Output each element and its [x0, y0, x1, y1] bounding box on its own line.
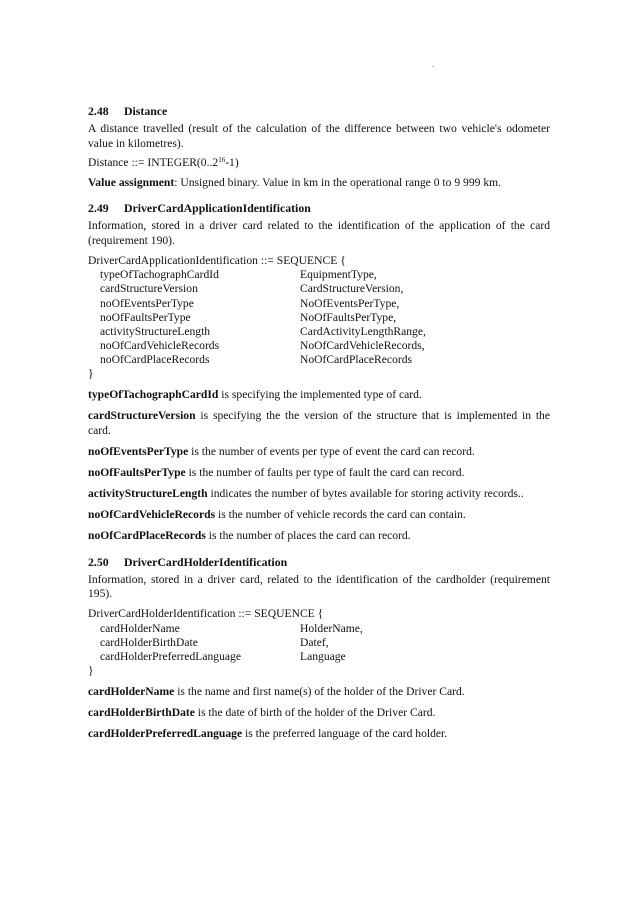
section-description: Information, stored in a driver card related to the identification of the application of the card (requirement 190).: [88, 219, 550, 247]
field-name: cardStructureVersion: [100, 282, 198, 296]
section-heading: [88, 201, 550, 215]
definition-text: is the date of birth of the holder of the Driver Card.: [194, 705, 436, 719]
definition-text: is the number of places the card can record.: [205, 529, 411, 543]
field-type: CardActivityLengthRange,: [300, 324, 426, 338]
sequence-field: [88, 311, 550, 325]
field-name: noOfCardVehicleRecords: [100, 339, 220, 353]
definition-text: indicates the number of bytes available for storing activity records..: [207, 487, 524, 501]
field-definition: [88, 487, 550, 502]
section-driver-card-holder-identification: [88, 555, 550, 742]
sequence-field: [88, 282, 550, 296]
section-description: A distance travelled (result of the calculation of the difference between two vehicle's odometer value in kilometres).: [88, 122, 550, 150]
field-type: Datef,: [300, 635, 329, 649]
sequence-field: [88, 339, 550, 353]
field-name: cardHolderPreferredLanguage: [100, 649, 241, 663]
field-definition: [88, 409, 550, 438]
sequence-field: [88, 325, 550, 339]
definition-superscript: 16: [218, 156, 226, 165]
field-name: cardHolderName: [100, 621, 180, 635]
field-type: NoOfCardPlaceRecords: [300, 353, 413, 367]
sequence-field: [88, 297, 550, 311]
field-definition: [88, 508, 550, 523]
sequence-definition: [88, 254, 550, 383]
section-number: 2.48: [88, 104, 109, 118]
scan-speck: [432, 66, 434, 67]
definition-term: noOfFaultsPerType: [88, 465, 186, 479]
section-number: 2.50: [88, 554, 109, 569]
type-definition: [88, 156, 550, 171]
field-type: NoOfFaultsPerType,: [300, 310, 397, 324]
sequence-field: [88, 268, 550, 282]
field-type: NoOfCardVehicleRecords,: [300, 339, 425, 353]
definition-term: noOfCardPlaceRecords: [88, 529, 206, 543]
field-definition: [88, 706, 550, 721]
definition-text: is the number of events per type of event the card can record.: [188, 444, 475, 458]
field-name: activityStructureLength: [100, 324, 211, 338]
sequence-header: DriverCardHolderIdentification ::= SEQUENCE {: [88, 607, 324, 620]
field-type: EquipmentType,: [300, 268, 377, 282]
value-assignment-label: Value assignment: [88, 175, 175, 189]
field-definition: [88, 727, 550, 742]
field-name: noOfEventsPerType: [100, 296, 194, 310]
value-assignment: [88, 176, 550, 191]
field-name: noOfCardPlaceRecords: [100, 353, 210, 367]
field-type: HolderName,: [300, 621, 363, 635]
definition-text: is specifying the implemented type of card.: [218, 388, 422, 402]
field-definition: [88, 388, 550, 403]
field-definition: [88, 445, 550, 460]
definition-term: typeOfTachographCardId: [88, 388, 219, 402]
definition-text: is the number of faults per type of fault the card can record.: [185, 465, 465, 479]
section-distance: [88, 104, 550, 190]
section-title: Distance: [124, 104, 168, 118]
definition-text: is specifying the the version of the structure that is implemented in the card.: [88, 409, 550, 437]
document-content: [88, 104, 550, 753]
definition-suffix: -1): [225, 156, 239, 170]
field-type: NoOfEventsPerType,: [300, 296, 400, 310]
field-type: Language: [300, 649, 346, 663]
definition-text: is the preferred language of the card holder.: [242, 726, 448, 740]
section-driver-card-application-identification: [88, 201, 550, 543]
sequence-field: [88, 353, 550, 367]
definition-term: cardHolderBirthDate: [88, 705, 195, 719]
section-title: DriverCardApplicationIdentification: [124, 201, 311, 216]
section-description: Information, stored in a driver card, related to the identification of the cardholder (requirement 195).: [88, 572, 550, 601]
definition-term: noOfCardVehicleRecords: [88, 508, 216, 522]
definition-prefix: Distance ::= INTEGER(0..2: [88, 156, 219, 170]
field-name: cardHolderBirthDate: [100, 635, 198, 649]
field-definition: [88, 529, 550, 544]
section-number: 2.49: [88, 201, 109, 216]
sequence-close: }: [88, 664, 94, 678]
sequence-field: [88, 622, 550, 636]
definition-term: cardHolderName: [88, 684, 175, 698]
definition-term: activityStructureLength: [88, 487, 208, 501]
definition-text: is the name and first name(s) of the holder of the Driver Card.: [174, 684, 465, 698]
field-definition: [88, 685, 550, 700]
section-title: DriverCardHolderIdentification: [124, 554, 288, 569]
definition-term: noOfEventsPerType: [88, 444, 189, 458]
sequence-close: }: [88, 367, 94, 381]
section-heading: [88, 104, 550, 118]
sequence-header: DriverCardApplicationIdentification ::= SEQUENCE {: [88, 253, 346, 267]
definition-term: cardHolderPreferredLanguage: [88, 726, 243, 740]
value-assignment-text: : Unsigned binary. Value in km in the operational range 0 to 9 999 km.: [174, 175, 502, 189]
sequence-field: [88, 636, 550, 650]
sequence-definition: [88, 607, 550, 679]
field-name: noOfFaultsPerType: [100, 310, 191, 324]
definition-text: is the number of vehicle records the card can contain.: [215, 508, 466, 522]
definition-term: cardStructureVersion: [88, 409, 196, 423]
field-definition: [88, 466, 550, 481]
sequence-field: [88, 650, 550, 664]
section-heading: [88, 555, 550, 569]
field-type: CardStructureVersion,: [300, 282, 404, 296]
field-name: typeOfTachographCardId: [100, 268, 219, 282]
